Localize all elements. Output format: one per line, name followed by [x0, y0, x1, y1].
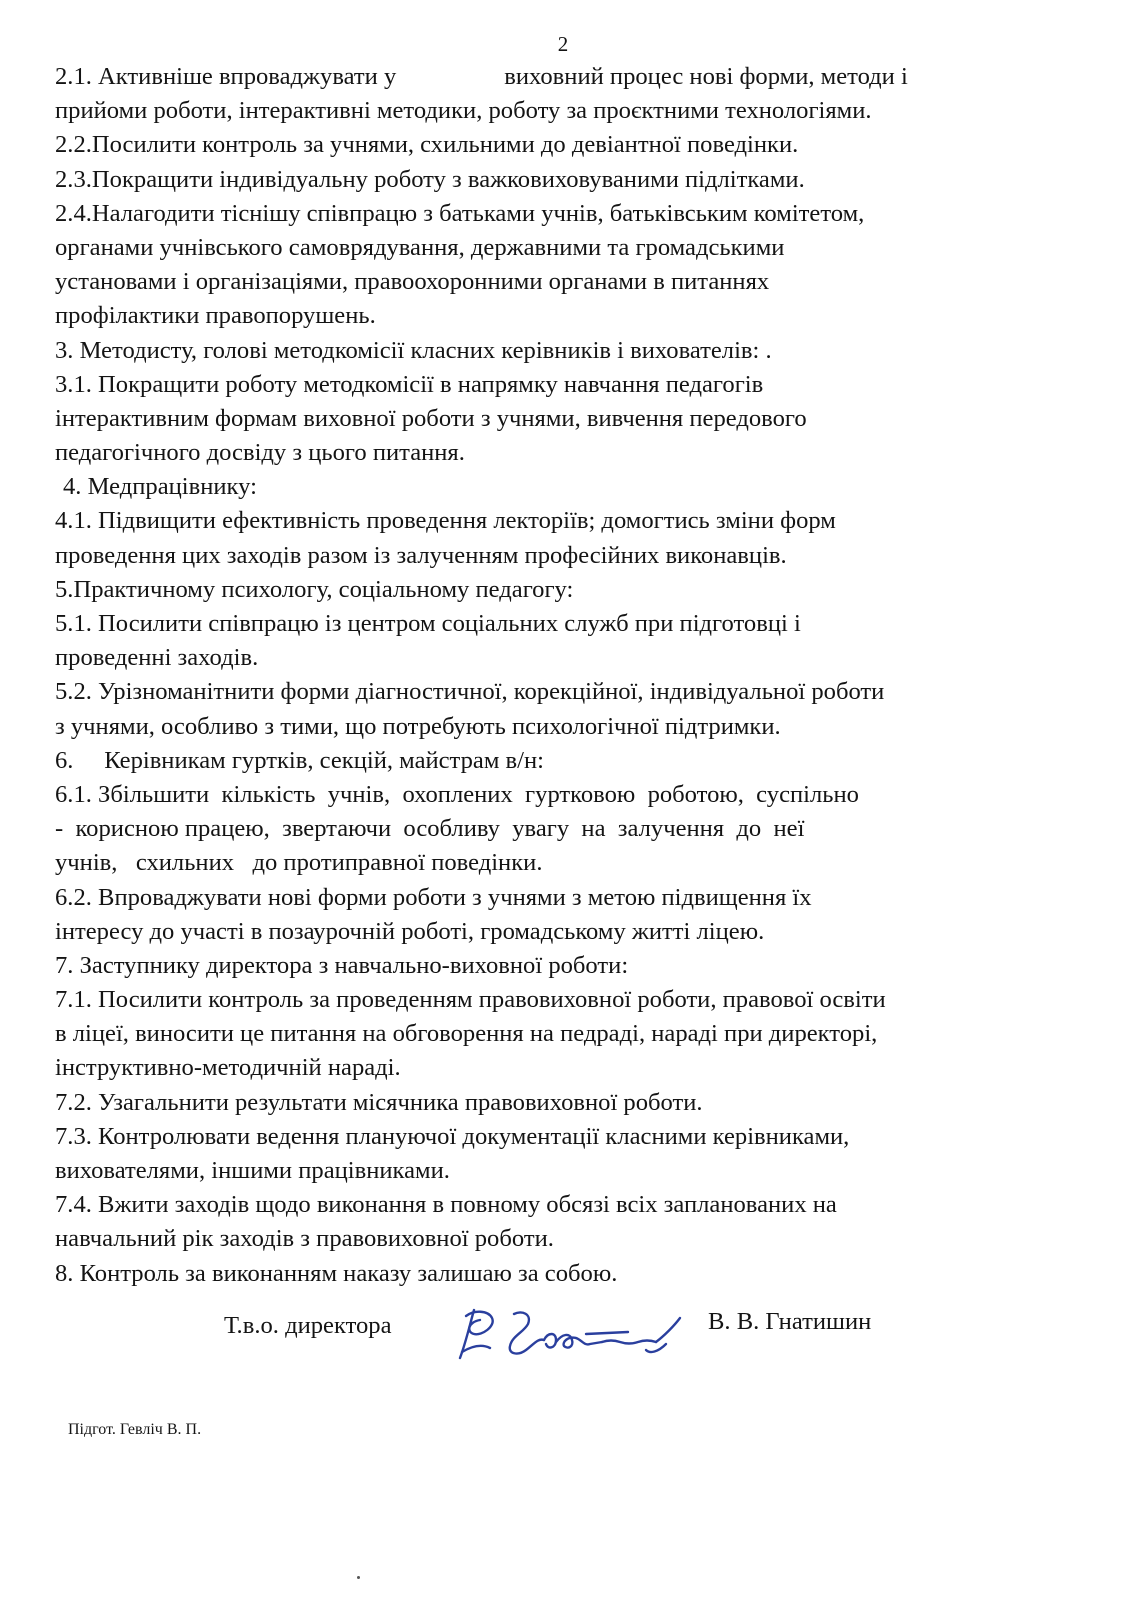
text-line: профілактики правопорушень.	[55, 302, 376, 330]
text-line: інструктивно-методичній нараді.	[55, 1054, 401, 1082]
signatory-title: Т.в.о. директора	[224, 1312, 392, 1339]
handwritten-signature	[452, 1296, 696, 1366]
text-line: 7.1. Посилити контроль за проведенням правовиховної роботи, правової освіти	[55, 986, 886, 1014]
section-heading-8: 8. Контроль за виконанням наказу залишаю за собою.	[55, 1259, 618, 1287]
prepared-by-note: Підгот. Гевліч В. П.	[68, 1421, 202, 1438]
scan-speck	[357, 1576, 360, 1579]
section-heading-3: 3. Методисту, голові методкомісії класних керівників і вихователів: .	[55, 336, 772, 364]
text-line: 6.2. Впроваджувати нові форми роботи з учнями з метою підвищення їх	[55, 883, 812, 911]
text-line: учнів, схильних до протиправної поведінки.	[55, 849, 543, 877]
text-line: проведенні заходів.	[55, 644, 259, 672]
text-line: 5.2. Урізноманітнити форми діагностичної, корекційної, індивідуальної роботи	[55, 678, 885, 706]
text-line: інтересу до участі в позаурочній роботі, громадському житті ліцею.	[55, 917, 765, 945]
document-body	[55, 60, 1095, 1291]
page-number: 2	[557, 32, 569, 56]
text-line: органами учнівського самоврядування, державними та громадськими	[55, 233, 785, 261]
text-line: 3.1. Покращити роботу методкомісії в напрямку навчання педагогів	[55, 370, 764, 398]
text-line: інтерактивним формам виховної роботи з учнями, вивчення передового	[55, 404, 807, 432]
text-line: 2.4.Налагодити тіснішу співпрацю з батьками учнів, батьківським комітетом,	[55, 199, 865, 227]
line-2-1	[55, 60, 1095, 94]
text-line: - корисною працею, звертаючи особливу увагу на залучення до неї	[55, 815, 805, 843]
text-line: 6.1. Збільшити кількість учнів, охоплених гуртковою роботою, суспільно	[55, 780, 859, 808]
signatory-name: В. В. Гнатишин	[708, 1308, 872, 1335]
text-line: навчальний рік заходів з правовиховної роботи.	[55, 1225, 554, 1253]
text-line: 2.3.Покращити індивідуальну роботу з важковиховуваними підлітками.	[55, 165, 805, 193]
text-line: 7.2. Узагальнити результати місячника правовиховної роботи.	[55, 1088, 703, 1116]
text-line: 5.1. Посилити співпрацю із центром соціальних служб при підготовці і	[55, 610, 801, 637]
section-heading-6: 6. Керівникам гуртків, секцій, майстрам в/н:	[55, 746, 544, 774]
line-2-1-part-a: 2.1. Активніше впроваджувати у	[55, 63, 397, 90]
text-line: проведення цих заходів разом із залученням професійних виконавців.	[55, 541, 787, 569]
text-line: з учнями, особливо з тими, що потребують психологічної підтримки.	[55, 712, 781, 740]
text-line: 2.2.Посилити контроль за учнями, схильними до девіантної поведінки.	[55, 131, 799, 159]
section-heading-4: 4. Медпрацівнику:	[63, 473, 257, 501]
text-line: 7.4. Вжити заходів щодо виконання в повному обсязі всіх запланованих на	[55, 1191, 837, 1219]
text-line: вихователями, іншими працівниками.	[55, 1157, 450, 1184]
text-line: в ліцеї, виносити це питання на обговорення на педраді, нараді при директорі,	[55, 1020, 878, 1048]
signature-block	[0, 1296, 1126, 1366]
text-line: установами і організаціями, правоохоронними органами в питаннях	[55, 268, 770, 296]
text-line: прийоми роботи, інтерактивні методики, роботу за проєктними технологіями.	[55, 97, 872, 125]
text-line: педагогічного досвіду з цього питання.	[55, 439, 465, 467]
section-heading-7: 7. Заступнику директора з навчально-виховної роботи:	[55, 951, 629, 979]
text-line: 7.3. Контролювати ведення плануючої документації класними керівниками,	[55, 1122, 850, 1150]
section-heading-5: 5.Практичному психологу, соціальному педагогу:	[55, 575, 574, 603]
text-line: 4.1. Підвищити ефективність проведення лекторіїв; домогтись зміни форм	[55, 507, 836, 535]
line-2-1-part-b: виховний процес нові форми, методи і	[504, 63, 908, 90]
